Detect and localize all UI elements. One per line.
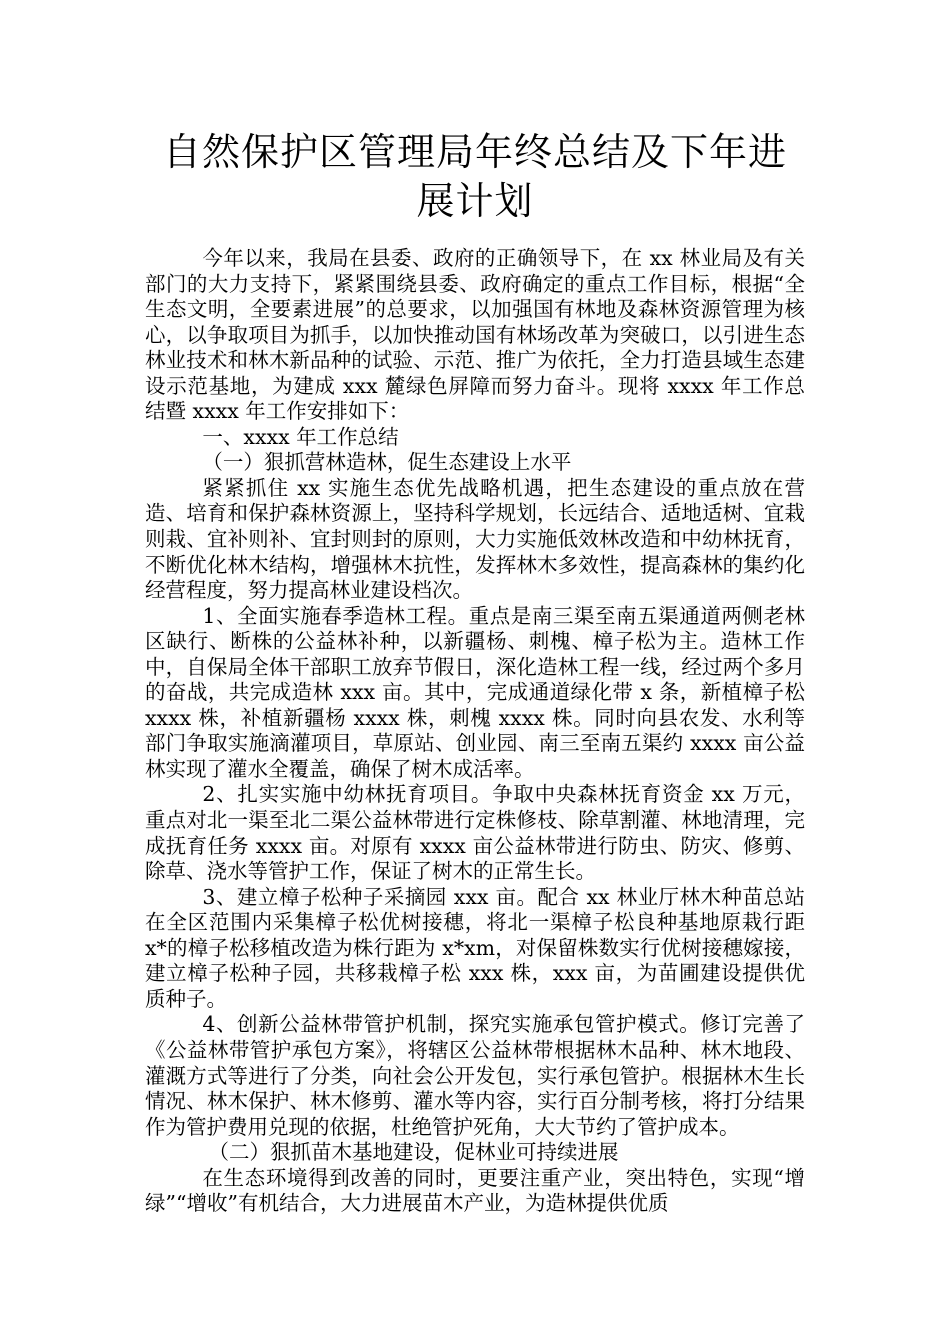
subsection-heading-1: （一）狠抓营林造林，促生态建设上水平 (202, 450, 572, 475)
paragraph-item-3: 3、建立樟子松种子采摘园 xxx 亩。配合 xx 林业厅林木种苗总站在全区范围内采集樟子松优树接穗，将北一渠樟子松良种基地原栽行距 x*的樟子松移植改造为株行距为 x*xm，对保留株数实行优树接穗嫁接，建立樟子松种子园，共移栽樟子松 xxx 株，xxx 亩，为苗圃建设提供优质种子。 (145, 884, 805, 1011)
section-heading-1: 一、xxxx 年工作总结 (202, 424, 399, 449)
document-title: 自然保护区管理局年终总结及下年进展计划 (162, 130, 787, 223)
paragraph: 在生态环境得到改善的同时，更要注重产业，突出特色，实现“增绿”“增收”有机结合，大力进展苗木产业，为造林提供优质 (145, 1165, 805, 1216)
paragraph-intro: 今年以来，我局在县委、政府的正确领导下，在 xx 林业局及有关部门的大力支持下，紧紧围绕县委、政府确定的重点工作目标，根据“全生态文明，全要素进展”的总要求，以加强国有林地及森林资源管理为核心，以争取项目为抓手，以加快推动国有林场改革为突破口，以引进生态林业技术和林木新品种的试验、示范、推广为依托，全力打造县域生态建设示范基地，为建成 xxx 麓绿色屏障而努力奋斗。现将 xxxx 年工作总结暨 xxxx 年工作安排如下： (145, 246, 805, 424)
paragraph-item-4: 4、创新公益林带管护机制，探究实施承包管护模式。修订完善了《公益林带管护承包方案》，将辖区公益林带根据林木品种、林木地段、灌溉方式等进行了分类，向社会公开发包，实行承包管护。根据林木生长情况、林木保护、林木修剪、灌水等内容，实行百分制考核，将打分结果作为管护费用兑现的依据，杜绝管护死角，大大节约了管护成本。 (145, 1012, 805, 1139)
paragraph-item-2: 2、扎实实施中幼林抚育项目。争取中央森林抚育资金 xx 万元，重点对北一渠至北二渠公益林带进行定株修枝、除草割灌、林地清理，完成抚育任务 xxxx 亩。对原有 xxxx 亩公益林带进行防虫、防灾、修剪、除草、浇水等管护工作，保证了树木的正常生长。 (145, 782, 805, 884)
paragraph: 紧紧抓住 xx 实施生态优先战略机遇，把生态建设的重点放在营造、培育和保护森林资源上，坚持科学规划，长远结合、适地适树、宜栽则栽、宜补则补、宜封则封的原则，大力实施低效林改造和中幼林抚育，不断优化林木结构，增强林木抗性，发挥林木多效性，提高森林的集约化经营程度，努力提高林业建设档次。 (145, 475, 805, 603)
paragraph-item-1: 1、全面实施春季造林工程。重点是南三渠至南五渠通道两侧老林区缺行、断株的公益林补种，以新疆杨、刺槐、樟子松为主。造林工作中，自保局全体干部职工放弃节假日，深化造林工程一线，经过两个多月的奋战，共完成造林 xxx 亩。其中，完成通道绿化带 x 条，新植樟子松 xxxx 株，补植新疆杨 xxxx 株，刺槐 xxxx 株。同时向县农发、水利等部门争取实施滴灌项目，草原站、创业园、南三至南五渠约 xxxx 亩公益林实现了灌水全覆盖，确保了树木成活率。 (145, 603, 805, 781)
document-body (145, 246, 805, 1217)
subsection-heading-2: （二）狠抓苗木基地建设，促林业可持续进展 (208, 1140, 619, 1165)
